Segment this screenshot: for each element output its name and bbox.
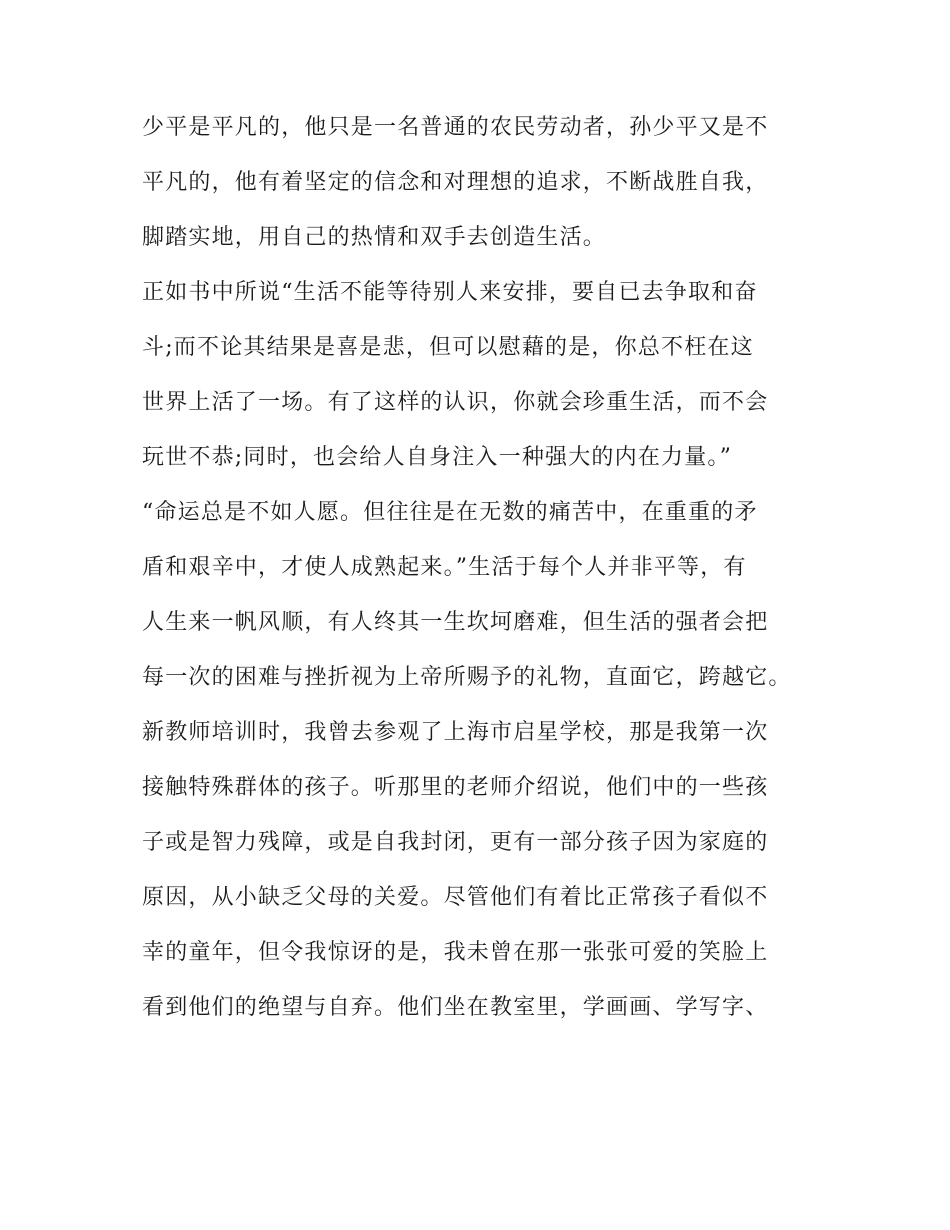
text-line: 接触特殊群体的孩子。听那里的老师介绍说，他们中的一些孩	[142, 775, 769, 800]
text-line: 世界上活了一场。有了这样的认识，你就会珍重生活，而不会	[142, 390, 769, 415]
text-line: 少平是平凡的，他只是一名普通的农民劳动者，孙少平又是不	[142, 115, 769, 140]
text-line: 人生来一帆风顺，有人终其一生坎坷磨难，但生活的强者会把	[142, 610, 769, 635]
text-line: 新教师培训时，我曾去参观了上海市启星学校，那是我第一次	[142, 720, 769, 745]
text-line: 幸的童年，但令我惊讶的是，我未曾在那一张张可爱的笑脸上	[142, 940, 769, 965]
body-text	[142, 100, 842, 1035]
text-line: 盾和艰辛中，才使人成熟起来。”生活于每个人并非平等，有	[142, 555, 747, 580]
text-line: 原因，从小缺乏父母的关爱。尽管他们有着比正常孩子看似不	[142, 885, 769, 910]
text-line: 正如书中所说“生活不能等待别人来安排，要自已去争取和奋	[142, 280, 758, 305]
text-line: 玩世不恭;同时，也会给人自身注入一种强大的内在力量。”	[142, 445, 733, 470]
text-line: 看到他们的绝望与自弃。他们坐在教室里，学画画、学写字、	[142, 995, 769, 1020]
text-line: 平凡的，他有着坚定的信念和对理想的追求，不断战胜自我，	[142, 170, 769, 195]
text-line: “命运总是不如人愿。但往往是在无数的痛苦中，在重重的矛	[142, 500, 758, 525]
text-line: 斗;而不论其结果是喜是悲，但可以慰藉的是，你总不枉在这	[142, 335, 754, 360]
text-line: 每一次的困难与挫折视为上帝所赐予的礼物，直面它，跨越它。	[142, 665, 792, 690]
text-line: 脚踏实地，用自己的热情和双手去创造生活。	[142, 225, 607, 250]
text-line: 子或是智力残障，或是自我封闭，更有一部分孩子因为家庭的	[142, 830, 769, 855]
